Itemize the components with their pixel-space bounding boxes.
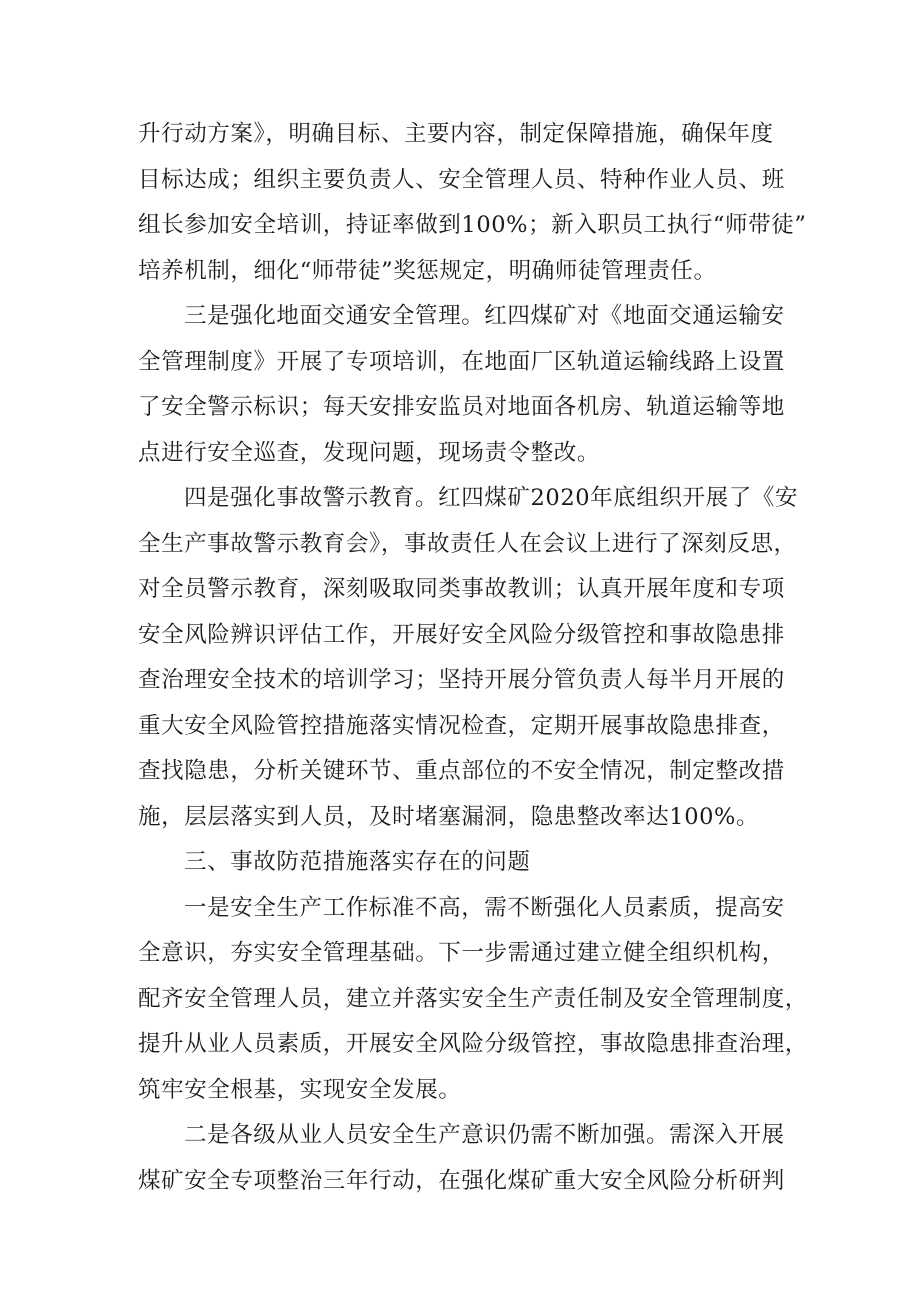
paragraph-line: 组长参加安全培训，持证率做到100%；新入职员工执行“师带徒” [138,212,807,238]
paragraph-line: 筑牢安全根基，实现安全发展。 [138,1076,462,1103]
paragraph-first-line: 二是各级从业人员安全生产意识仍需不断加强。需深入开展 [184,1122,785,1148]
paragraph-line: 全生产事故警示教育会》，事故责任人在会议上进行了深刻反思， [138,530,797,557]
paragraph-line: 了安全警示标识；每天安排安监员对地面各机房、轨道运输等地 [138,394,785,420]
paragraph-line: 配齐安全管理人员，建立并落实安全生产责任制及安全管理制度， [138,985,808,1012]
document-body [138,112,808,1204]
paragraph-line: 目标达成；组织主要负责人、安全管理人员、特种作业人员、班 [138,166,785,193]
paragraph-line: 全管理制度》开展了专项培训，在地面厂区轨道运输线路上设置 [138,348,785,375]
paragraph-line: 查找隐患，分析关键环节、重点部位的不安全情况，制定整改措 [138,758,785,784]
paragraph-line: 煤矿安全专项整治三年行动，在强化煤矿重大安全风险分析研判 [138,1167,785,1194]
paragraph-line: 对全员警示教育，深刻吸取同类事故教训；认真开展年度和专项 [138,576,785,602]
paragraph-line: 升行动方案》，明确目标、主要内容，制定保障措施，确保年度 [138,121,774,147]
paragraph-line: 安全风险辨识评估工作，开展好安全风险分级管控和事故隐患排 [138,621,785,648]
paragraph-line: 培养机制，细化“师带徒”奖惩规定，明确师徒管理责任。 [138,257,717,284]
paragraph-line: 全意识，夯实安全管理基础。下一步需通过建立健全组织机构， [138,940,785,966]
paragraph-line: 点进行安全巡查，发现问题，现场责令整改。 [138,439,601,466]
paragraph-first-line: 四是强化事故警示教育。红四煤矿2020年底组织开展了《安 [184,485,799,511]
paragraph-first-line: 一是安全生产工作标准不高，需不断强化人员素质，提高安 [184,894,785,921]
paragraph-line: 重大安全风险管控措施落实情况检查，定期开展事故隐患排查， [138,712,785,739]
paragraph-line: 施，层层落实到人员，及时堵塞漏洞，隐患整改率达100%。 [138,803,760,830]
paragraph-first-line: 三是强化地面交通安全管理。红四煤矿对《地面交通运输安 [184,303,785,329]
paragraph-first-line: 三、事故防范措施落实存在的问题 [184,849,531,875]
paragraph-line: 查治理安全技术的培训学习；坚持开展分管负责人每半月开展的 [138,667,785,693]
paragraph-line: 提升从业人员素质，开展安全风险分级管控，事故隐患排查治理， [138,1031,808,1057]
